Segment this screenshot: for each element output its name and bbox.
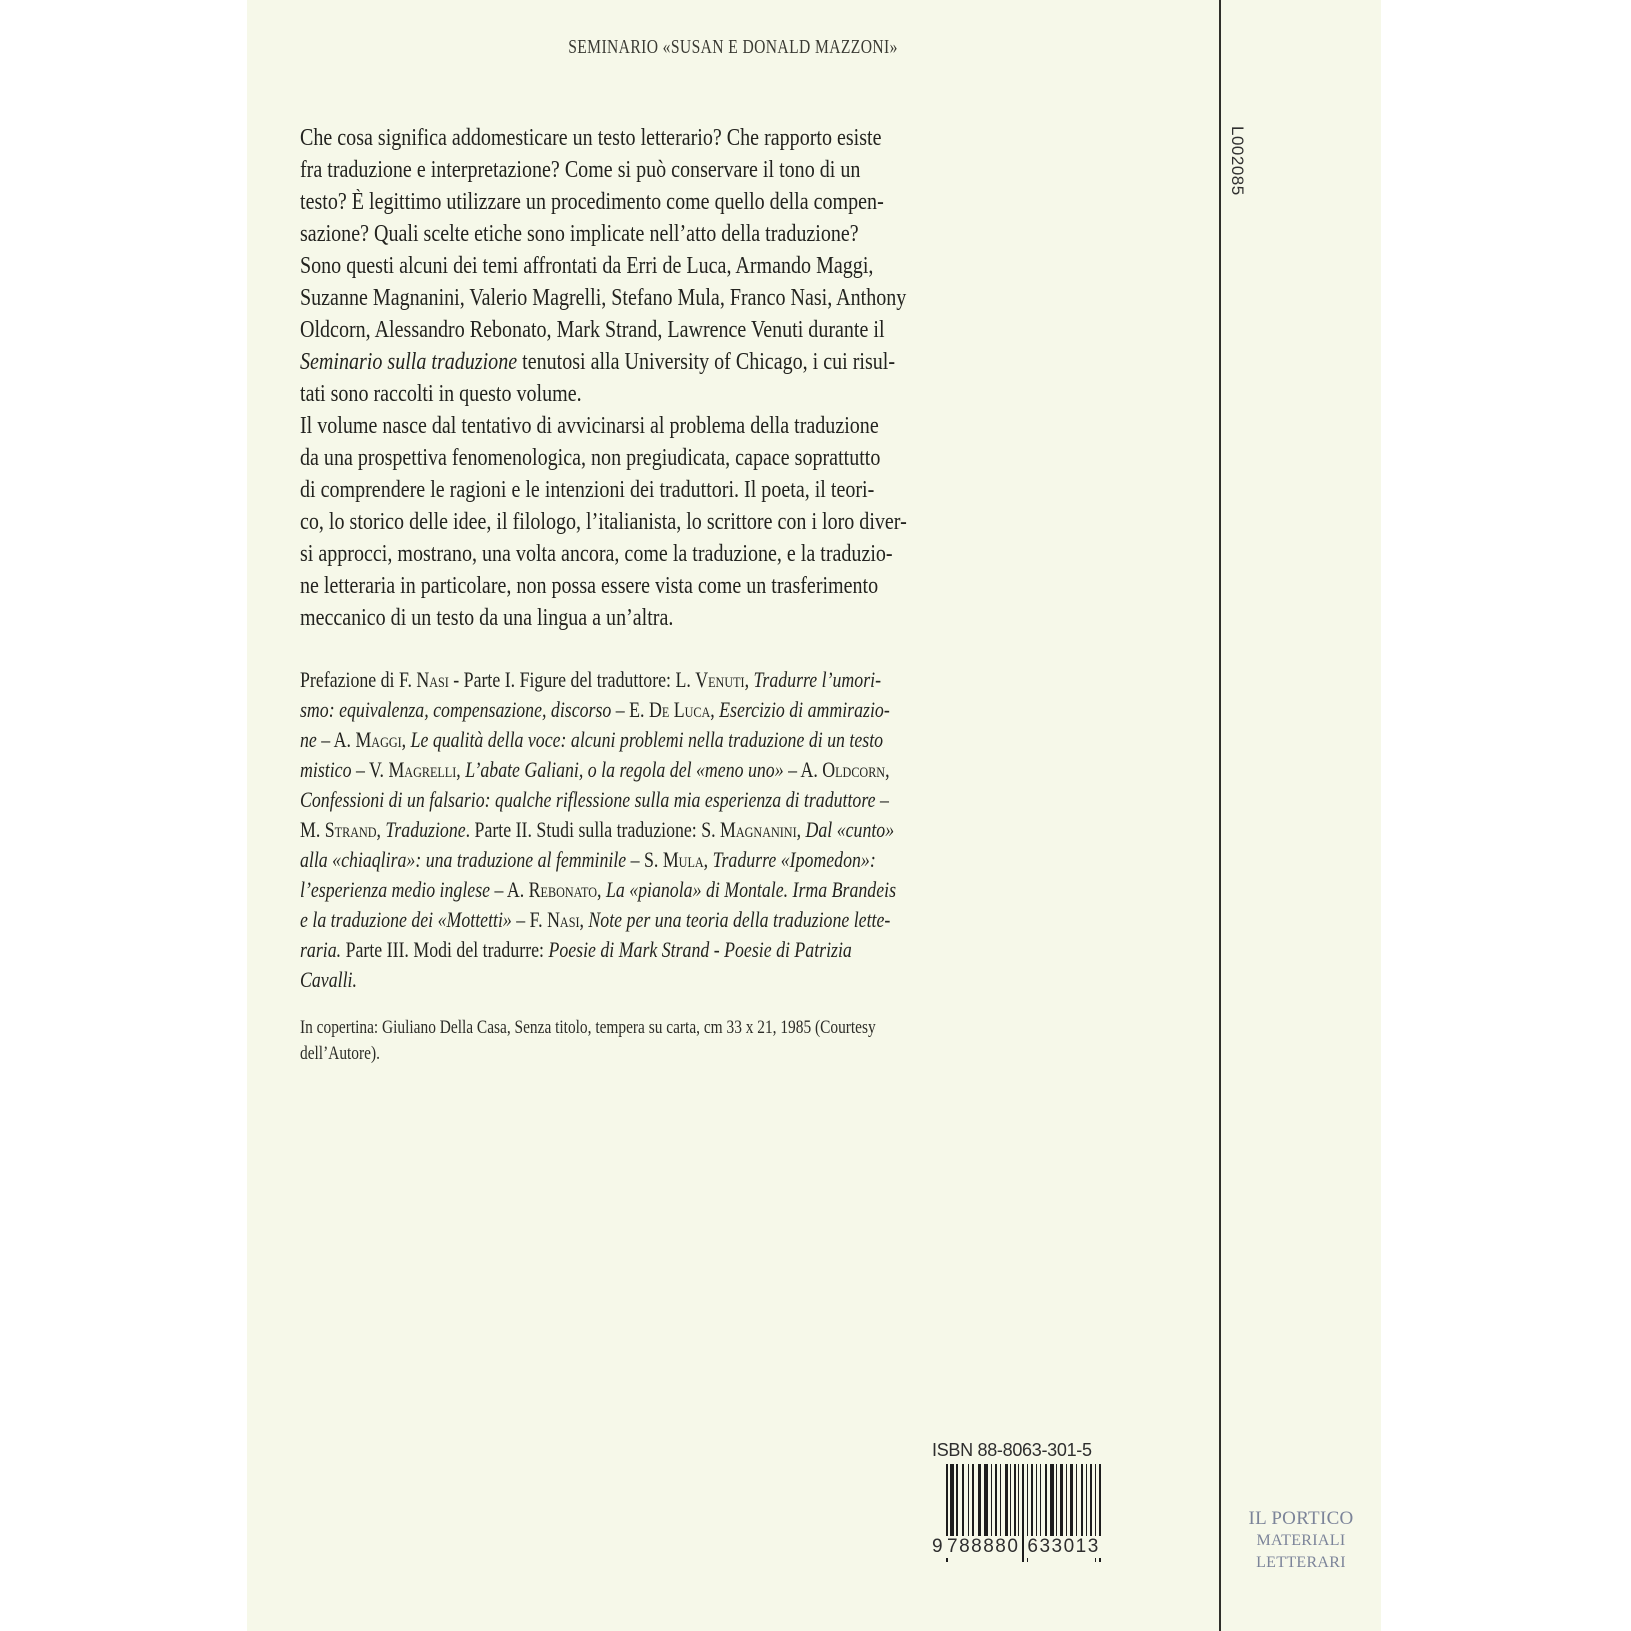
contents-line [300, 815, 972, 845]
description-line: Sono questi alcuni dei temi affrontati da Erri de Luca, Armando Maggi, [300, 253, 874, 279]
author-name: Nasi [547, 907, 580, 932]
contents-line [300, 875, 972, 905]
publisher-name: IL PORTICO [1248, 1508, 1354, 1529]
contents-text-run: - Parte I. Figure del traduttore: L. [448, 667, 696, 692]
barcode-digits [932, 1536, 1112, 1558]
contents-text-run: – A. [783, 757, 823, 782]
contents-text-run: – F. [511, 907, 548, 932]
essay-title: Note per una teoria della traduzione lette- [588, 907, 891, 932]
publisher-series: LETTERARI [1256, 1554, 1346, 1571]
seminar-title-italic: Seminario sulla traduzione [300, 349, 518, 375]
barcode-bar [1010, 1464, 1011, 1538]
spine-code: L002085 [1228, 126, 1247, 196]
essay-title: Le qualità della voce: alcuni problemi nella traduzione di un testo [410, 727, 884, 752]
contents-text-run: – V. [351, 757, 389, 782]
barcode-bar [956, 1464, 958, 1538]
barcode-bar [968, 1464, 969, 1538]
contents-text-run: , [885, 757, 890, 782]
essay-title: La «pianola» di Montale. Irma Brandeis [605, 877, 897, 902]
contents-line [300, 935, 972, 965]
contents-text-run: Parte III. Modi del tradurre: [341, 937, 549, 962]
barcode-bar [1040, 1464, 1041, 1538]
contents-text-run: – A. [490, 877, 529, 902]
barcode-bar [1000, 1464, 1001, 1538]
barcode-bar [950, 1464, 954, 1538]
description-line: sazione? Quali scelte etiche sono implicate nell’atto della traduzione? [300, 221, 859, 247]
contents-line [300, 725, 972, 755]
author-name: Maggi [355, 727, 402, 752]
description-line: tati sono raccolti in questo volume. [300, 381, 582, 407]
barcode-bar [972, 1464, 974, 1538]
essay-title: Tradurre l’umori- [753, 667, 882, 692]
essay-title: Tradurre «Ipomedon»: [712, 847, 876, 872]
author-name: De Luca [648, 697, 711, 722]
publisher-series: MATERIALI [1256, 1532, 1346, 1549]
contents-text-run: , [597, 877, 606, 902]
author-name: Nasi [416, 667, 449, 692]
contents-text-run: – A. [316, 727, 356, 752]
description-line: fra traduzione e interpretazione? Come si può conservare il tono di un [300, 157, 861, 183]
essay-title: mistico [300, 757, 352, 782]
barcode-bar [995, 1464, 997, 1538]
barcode-icon [932, 1464, 1112, 1564]
description-line: Che cosa significa addomesticare un testo letterario? Che rapporto esiste [300, 125, 882, 151]
barcode-bar [1031, 1464, 1033, 1538]
description-line: ne letteraria in particolare, non possa essere vista come un trasferimento [300, 573, 879, 599]
essay-title: Poesie di Mark Strand - Poesie di Patrizia [548, 937, 852, 962]
contents-text-run: , [796, 817, 806, 842]
author-name: Mula [662, 847, 704, 872]
author-name: Strand [324, 817, 377, 842]
essay-title: Traduzione [385, 817, 466, 842]
barcode-bar [1018, 1464, 1019, 1538]
barcode-bar [1036, 1464, 1037, 1538]
author-name: Magrelli [388, 757, 457, 782]
contents-line [300, 755, 972, 785]
contents-text-run: – E. [611, 697, 649, 722]
barcode-bar [1005, 1464, 1008, 1538]
contents-text-run: , [703, 847, 713, 872]
contents-text-run: , [710, 697, 720, 722]
contents-line [300, 695, 972, 725]
essay-title: smo: equivalenza, compensazione, discorso [300, 697, 612, 722]
barcode-digits-right: 633013 [1027, 1536, 1100, 1557]
contents-line [300, 785, 972, 815]
credit-line: dell’Autore). [300, 1043, 380, 1064]
essay-title: alla «chiaqlira»: una traduzione al femminile [300, 847, 627, 872]
barcode-bar [1076, 1464, 1077, 1538]
essay-title: raria. [300, 937, 342, 962]
barcode-bar [1014, 1464, 1016, 1538]
contents-text-run: – [875, 787, 889, 812]
contents-text-run: , [376, 817, 386, 842]
contents-text-run: , [579, 907, 589, 932]
essay-title: Dal «cunto» [805, 817, 895, 842]
description-line: di comprendere le ragioni e le intenzioni dei traduttori. Il poeta, il teori- [300, 477, 875, 503]
description-line: si approcci, mostrano, una volta ancora, come la traduzione, e la traduzio- [300, 541, 893, 567]
barcode-bar [1086, 1464, 1087, 1538]
contents-line [300, 665, 972, 695]
barcode-bar [1060, 1464, 1063, 1538]
barcode-bar [1081, 1464, 1083, 1538]
contents-line [300, 845, 972, 875]
barcode-bar [978, 1464, 981, 1538]
essay-title: e la traduzione dei «Mottetti» [300, 907, 512, 932]
description-line: Oldcorn, Alessandro Rebonato, Mark Strand, Lawrence Venuti durante il [300, 317, 885, 343]
series-title: SEMINARIO «SUSAN E DONALD MAZZONI» [568, 36, 898, 58]
isbn-barcode-block [932, 1440, 1132, 1564]
description-line [300, 346, 993, 378]
description-line: co, lo storico delle idee, il filologo, l’italianista, lo scrittore con i loro diver- [300, 509, 907, 535]
contents-line [300, 965, 972, 995]
essay-title: ne [300, 727, 317, 752]
essay-title: Confessioni di un falsario: qualche riflessione sulla mia esperienza di traduttore [300, 787, 876, 812]
isbn-label: ISBN 88-8063-301-5 [932, 1440, 1092, 1460]
essay-title: L’abate Galiani, o la regola del «meno uno» [465, 757, 784, 782]
barcode-bar [962, 1464, 964, 1538]
barcode-digits-left: 788880 [947, 1536, 1020, 1557]
barcode-bar [991, 1464, 992, 1538]
contents-text-run: , [456, 757, 466, 782]
contents-text-run: M. [300, 817, 325, 842]
spine-fold-line [1219, 0, 1221, 1631]
cover-credit [300, 1015, 1130, 1067]
barcode-bar [1045, 1464, 1047, 1538]
credit-line: In copertina: Giuliano Della Casa, Senza titolo, tempera su carta, cm 33 x 21, 1985 (Courtesy [300, 1017, 876, 1038]
publisher-logo [1221, 1508, 1381, 1574]
contents-text-run: – S. [626, 847, 663, 872]
essay-title: Esercizio di ammirazio- [719, 697, 890, 722]
barcode-bar [1070, 1464, 1073, 1538]
barcode-bar [984, 1464, 988, 1538]
contents-text-run: Prefazione di F. [300, 667, 417, 692]
author-name: Oldcorn [822, 757, 886, 782]
contents-text-run: , [401, 727, 411, 752]
contents-text-run: , [744, 667, 754, 692]
barcode-bar [1066, 1464, 1067, 1538]
author-name: Magnanini [720, 817, 797, 842]
contents-text [300, 665, 1130, 995]
book-back-cover [247, 0, 1381, 1631]
barcode-bar [1050, 1464, 1054, 1538]
barcode-bar [1056, 1464, 1057, 1538]
contents-line [300, 905, 972, 935]
description-text [300, 122, 1130, 634]
author-name: Rebonato [528, 877, 598, 902]
description-line: meccanico di un testo da una lingua a un’altra. [300, 605, 674, 631]
description-line-rest: tenutosi alla University of Chicago, i cui risul- [517, 349, 896, 375]
barcode-bar [1090, 1464, 1092, 1538]
author-name: Venuti [695, 667, 745, 692]
description-line: Suzanne Magnanini, Valerio Magrelli, Stefano Mula, Franco Nasi, Anthony [300, 285, 907, 311]
description-line: testo? È legittimo utilizzare un procedimento come quello della compen- [300, 189, 884, 215]
barcode-digit-first: 9 [932, 1536, 945, 1557]
description-line: da una prospettiva fenomenologica, non pregiudicata, capace soprattutto [300, 445, 881, 471]
essay-title: l’esperienza medio inglese [300, 877, 491, 902]
description-line: Il volume nasce dal tentativo di avvicinarsi al problema della traduzione [300, 413, 879, 439]
essay-title: Cavalli. [300, 967, 357, 992]
contents-text-run: . Parte II. Studi sulla traduzione: S. [465, 817, 721, 842]
